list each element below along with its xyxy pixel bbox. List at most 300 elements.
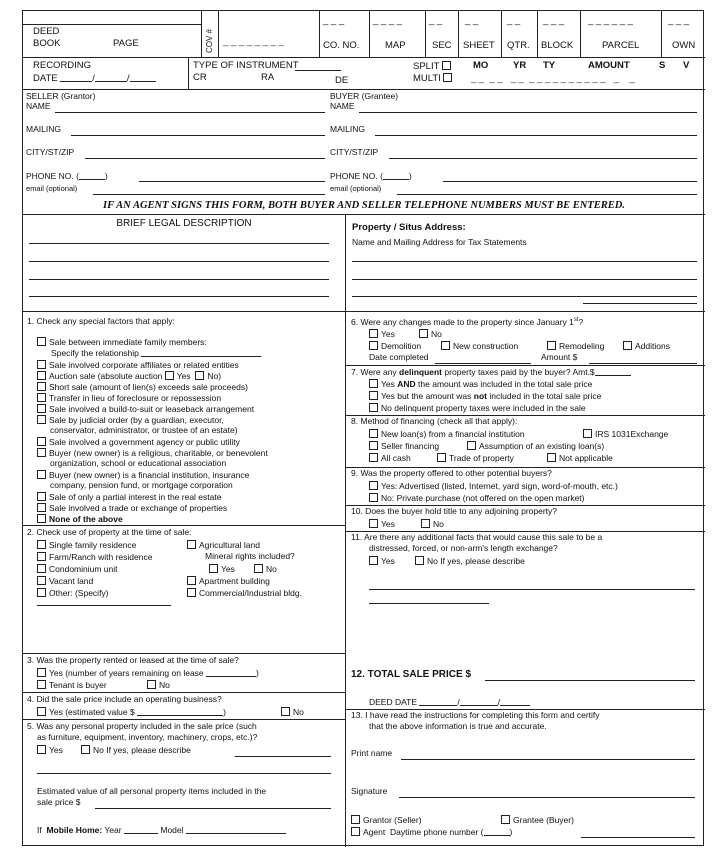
q3-title: 3. Was the property rented or leased at the time of sale? (27, 655, 239, 665)
q5-describe-field[interactable] (235, 756, 331, 757)
property-line[interactable] (352, 279, 697, 280)
mineral-no[interactable] (254, 564, 277, 575)
q1-label: Buyer (new owner) is a religious, charitable, or benevolent (49, 448, 268, 458)
q1-label: Sale by judicial order (by a guardian, executor, (49, 415, 224, 425)
q3-yes-label: Yes (number of years remaining on lease (49, 668, 204, 678)
q2-option[interactable] (187, 588, 302, 599)
q1-relationship-field[interactable] (141, 348, 261, 357)
col-parcel: PARCEL (602, 40, 640, 51)
q5-est-2: sale price $ (37, 797, 81, 807)
buyer-phone-field[interactable] (443, 181, 697, 182)
q2-option[interactable] (187, 576, 270, 587)
q2-option[interactable] (37, 588, 109, 599)
q3-years-field[interactable] (206, 668, 256, 677)
split-label: SPLIT (413, 61, 440, 72)
q3-yes[interactable] (37, 668, 259, 679)
q8-checkbox[interactable] (437, 453, 446, 462)
q7-label: included in the total sale price (489, 391, 602, 401)
total-sale-price-field[interactable] (485, 680, 695, 681)
q6-remodeling-label: Remodeling (559, 341, 605, 351)
q7-label-bold: not (473, 391, 488, 401)
q8-label: IRS 1031Exchange (595, 429, 669, 439)
q7-title-a: 7. Were any (351, 367, 397, 377)
block-blank[interactable]: _ _ _ (543, 15, 565, 26)
auction-no-label: No) (207, 371, 222, 381)
q1-label: Buyer (new owner) is a financial institution, insurance (49, 470, 250, 480)
q2-checkbox[interactable] (187, 588, 196, 597)
seller-email-label: email (optional) (26, 184, 78, 193)
q2-checkbox[interactable] (37, 552, 46, 561)
type-instrument-label: TYPE OF INSTRUMENT (193, 60, 299, 71)
q1-relationship-label: Specify the relationship (51, 348, 139, 358)
date-sep: / (126, 73, 130, 84)
q3-tenant-checkbox[interactable] (37, 680, 46, 689)
q8-label: All cash (381, 453, 411, 463)
q11-no[interactable] (415, 556, 525, 567)
mineral-no-checkbox[interactable] (254, 564, 263, 573)
q8-checkbox[interactable] (369, 441, 378, 450)
q6-yes-checkbox[interactable] (369, 329, 378, 338)
date-month-field[interactable] (60, 73, 92, 82)
buyer-city-field[interactable] (389, 158, 697, 159)
map-blank[interactable]: _ _ _ _ (373, 15, 403, 26)
seller-label: SELLER (Grantor) (26, 91, 96, 101)
q1-option[interactable] (37, 514, 123, 525)
q2-label: Commercial/Industrial bldg. (199, 588, 302, 598)
q10-no-checkbox[interactable] (421, 519, 430, 528)
q8-checkbox[interactable] (369, 453, 378, 462)
q9-title: 9. Was the property offered to other potential buyers? (351, 468, 552, 478)
q2-checkbox[interactable] (37, 588, 46, 597)
deed-date-year[interactable] (497, 697, 530, 707)
parcel-blank[interactable]: _ _ _ _ _ _ (588, 15, 633, 26)
buyer-phone (330, 171, 412, 182)
q4-yes-checkbox[interactable] (37, 707, 46, 716)
seller-mailing-field[interactable] (71, 135, 325, 136)
date-day-field[interactable] (95, 73, 127, 82)
q2-label: Vacant land (49, 576, 94, 586)
mineral-yes[interactable] (209, 564, 235, 575)
q7-checkbox[interactable] (369, 379, 378, 388)
q4-no-checkbox[interactable] (281, 707, 290, 716)
q7-label: the amount was included in the total sale price (418, 379, 593, 389)
q1-checkbox[interactable] (37, 514, 46, 523)
buyer-email-field[interactable] (397, 194, 697, 195)
q6-yes-label: Yes (381, 329, 395, 339)
q1-label: Sale involved a trade or exchange of properties (49, 503, 228, 513)
q1-option[interactable] (37, 503, 227, 514)
co-no-blank[interactable]: _ _ _ (323, 15, 345, 26)
legal-line[interactable] (29, 296, 329, 297)
q1-cont: company, pension fund, or mortgage corporation (50, 480, 233, 490)
q1-relationship (51, 348, 261, 359)
q1-checkbox[interactable] (37, 382, 46, 391)
q11-title: 11. Are there any additional facts that would cause this sale to be a (351, 532, 603, 542)
mobile-model-field[interactable] (186, 825, 286, 834)
q7-option[interactable] (369, 403, 586, 414)
q13-cont: that the above information is true and accurate. (369, 721, 547, 731)
qtr-blank[interactable]: _ _ (507, 15, 521, 26)
date-label: DATE (33, 73, 58, 84)
q10-no-label: No (433, 519, 444, 529)
mineral-rights-label: Mineral rights included? (205, 551, 295, 561)
q3-tenant-label: Tenant is buyer (49, 680, 107, 690)
grantor-option[interactable] (351, 815, 422, 826)
q8-label: Not applicable (559, 453, 613, 463)
q10-yes-label: Yes (381, 519, 395, 529)
q1-option[interactable] (37, 437, 240, 448)
q9-no[interactable] (369, 493, 585, 504)
q1-checkbox[interactable] (37, 415, 46, 424)
q7-title-b: delinquent (399, 367, 443, 377)
phone-label: PHONE NO. (26, 171, 74, 181)
q2-label: Apartment building (199, 576, 270, 586)
paren: ) (408, 171, 412, 181)
q4-title: 4. Did the sale price include an operating business? (27, 694, 222, 704)
q7-label: No delinquent property taxes were included in the sale (381, 403, 586, 413)
q4-yes-label: Yes (estimated value $ (49, 707, 135, 717)
q2-checkbox[interactable] (37, 564, 46, 573)
q6-additions-checkbox[interactable] (623, 341, 632, 350)
q6-new-constr-checkbox[interactable] (441, 341, 450, 350)
q3-tenant[interactable] (37, 680, 107, 691)
sec-blank[interactable]: _ _ (429, 15, 443, 26)
q1-checkbox[interactable] (37, 437, 46, 446)
col-map: MAP (385, 40, 406, 51)
q6-no-checkbox[interactable] (419, 329, 428, 338)
deed-date-month[interactable] (419, 697, 460, 707)
col-sheet: SHEET (463, 40, 495, 51)
q6-amount-label: Amount $ (541, 352, 578, 362)
legal-line[interactable] (29, 243, 329, 244)
q9-yes[interactable] (369, 481, 618, 492)
q10-title: 10. Does the buyer hold title to any adjoining property? (351, 506, 558, 516)
q11-no-label: No If yes, please describe (427, 556, 525, 566)
q1-option[interactable] (37, 382, 248, 393)
buyer-mailing-field[interactable] (375, 135, 697, 136)
q3-no[interactable] (147, 680, 170, 691)
mobile-year-field[interactable] (124, 825, 158, 834)
q6-no-label: No (431, 329, 442, 339)
q6-demolition[interactable] (369, 341, 421, 352)
q2-option[interactable] (37, 576, 93, 587)
sales-validation-form (22, 10, 704, 846)
q8-option[interactable] (369, 453, 411, 464)
grantor-label: Grantor (Seller) (363, 815, 422, 825)
q8-checkbox[interactable] (369, 429, 378, 438)
q6-qmark: ? (578, 316, 584, 327)
seller-phone (26, 171, 108, 182)
q8-label: Assumption of an existing loan(s) (479, 441, 605, 451)
code-yr: YR (513, 60, 527, 71)
multi-checkbox[interactable] (443, 73, 452, 82)
q8-option[interactable] (547, 453, 613, 464)
cr-label: CR (193, 72, 207, 83)
q7-label: Yes (381, 379, 395, 389)
seller-area-code-field[interactable] (79, 171, 105, 180)
q11-describe-line[interactable] (369, 603, 489, 604)
q1-label: Auction sale (absolute auction (49, 371, 163, 381)
q6-remodeling-checkbox[interactable] (547, 341, 556, 350)
buyer-label: BUYER (Grantee) (330, 91, 399, 101)
q1-option[interactable] (37, 492, 221, 503)
q5-yes-label: Yes (49, 745, 63, 755)
property-line[interactable] (352, 261, 697, 262)
q6-yes[interactable] (369, 329, 395, 340)
q8-checkbox[interactable] (583, 429, 592, 438)
q8-option[interactable] (369, 441, 439, 452)
q2-checkbox[interactable] (187, 576, 196, 585)
q6-title (351, 317, 583, 328)
q6-new-constr[interactable] (441, 341, 518, 352)
code-ty: TY (543, 60, 556, 71)
agent-label: Agent (363, 827, 386, 837)
legal-line[interactable] (29, 279, 329, 280)
q11-yes-label: Yes (381, 556, 395, 566)
q1-checkbox[interactable] (37, 404, 46, 413)
seller-name-field[interactable] (55, 112, 325, 113)
q7-title (351, 367, 631, 378)
q3-no-checkbox[interactable] (147, 680, 156, 689)
q1-label: Sale between immediate family members: (49, 337, 207, 347)
q5-yes-checkbox[interactable] (37, 745, 46, 754)
auction-yes-checkbox[interactable] (165, 371, 174, 380)
recording-date (33, 73, 156, 85)
q11-yes-checkbox[interactable] (369, 556, 378, 565)
q5-describe-line[interactable] (37, 773, 331, 774)
print-name-label: Print name (351, 748, 393, 758)
split-option[interactable] (413, 61, 454, 73)
q2-option[interactable] (37, 540, 136, 551)
grantor-checkbox[interactable] (351, 815, 360, 824)
mineral-yes-label: Yes (221, 564, 235, 574)
q1-checkbox[interactable] (37, 470, 46, 479)
q5-title: 5. Was any personal property included in the sale price (such (27, 721, 257, 731)
seller-name-label: NAME (26, 101, 51, 111)
mobile-if: If (37, 825, 42, 835)
q12-title: 12. TOTAL SALE PRICE $ (351, 669, 472, 680)
split-checkbox[interactable] (442, 61, 451, 70)
q6-additions[interactable] (623, 341, 670, 352)
q1-option[interactable] (37, 404, 254, 415)
q6-demolition-checkbox[interactable] (369, 341, 378, 350)
q8-option[interactable] (369, 429, 525, 440)
col-qtr: QTR. (507, 40, 530, 51)
q5-no[interactable] (81, 745, 191, 756)
grantee-label: Grantee (Buyer) (513, 815, 574, 825)
own-blank[interactable]: _ _ _ (668, 15, 690, 26)
q6-additions-label: Additions (635, 341, 670, 351)
q2-label: Other: (Specify) (49, 588, 109, 598)
q7-option[interactable] (369, 379, 592, 390)
q11-no-checkbox[interactable] (415, 556, 424, 565)
sheet-blank[interactable]: _ _ (465, 15, 479, 26)
code-v: V (683, 60, 690, 71)
recording-label: RECORDING (33, 60, 92, 71)
q3-no-label: No (159, 680, 170, 690)
q1-label: Transfer in lieu of foreclosure or repossession (49, 393, 222, 403)
q1-checkbox[interactable] (37, 448, 46, 457)
auction-no-checkbox[interactable] (195, 371, 204, 380)
q11-yes[interactable] (369, 556, 395, 567)
q1-title: 1. Check any special factors that apply: (27, 316, 175, 326)
q6-sup: st (573, 317, 579, 323)
cov-label: COV # (205, 28, 214, 53)
q2-label: Agricultural land (199, 540, 260, 550)
mobile-home (37, 825, 286, 836)
q2-option[interactable] (37, 552, 152, 563)
q6-demolition-label: Demolition (381, 341, 422, 351)
signature-field[interactable] (399, 797, 695, 798)
grantee-option[interactable] (501, 815, 574, 826)
buyer-city-label: CITY/ST/ZIP (330, 147, 379, 157)
date-sep: / (457, 697, 460, 707)
q6-no[interactable] (419, 329, 442, 340)
q7-checkbox[interactable] (369, 391, 378, 400)
q9-no-label: No: Private purchase (not offered on the open market) (381, 493, 585, 503)
q5-value-field[interactable] (95, 808, 331, 809)
q5-no-checkbox[interactable] (81, 745, 90, 754)
q6-date-completed-field[interactable] (435, 363, 531, 364)
q1-checkbox[interactable] (37, 492, 46, 501)
q1-checkbox[interactable] (37, 360, 46, 369)
q5-cont: as furniture, equipment, inventory, machinery, crops, etc.)? (37, 732, 258, 742)
q3-yes-checkbox[interactable] (37, 668, 46, 677)
paren: ) (104, 171, 108, 181)
legal-title: BRIEF LEGAL DESCRIPTION (116, 218, 252, 229)
multi-option[interactable] (413, 73, 455, 85)
q10-yes-checkbox[interactable] (369, 519, 378, 528)
property-line[interactable] (352, 296, 697, 297)
q9-no-checkbox[interactable] (369, 493, 378, 502)
q11-describe-line[interactable] (369, 589, 695, 590)
q4-no[interactable] (281, 707, 304, 718)
q7-option[interactable] (369, 391, 601, 402)
grantee-checkbox[interactable] (501, 815, 510, 824)
buyer-area-code-field[interactable] (383, 171, 409, 180)
q1-checkbox[interactable] (37, 393, 46, 402)
deed-date-label: DEED DATE (369, 697, 418, 707)
q6-title-text: 6. Were any changes made to the property since January 1 (351, 316, 574, 327)
seller-phone-field[interactable] (139, 181, 325, 182)
q8-option[interactable] (583, 429, 668, 440)
q4-no-label: No (293, 707, 304, 717)
q2-option[interactable] (37, 564, 118, 575)
print-name-field[interactable] (401, 759, 695, 760)
mobile-year-label: Year (104, 825, 122, 835)
col-co-no: CO. NO. (323, 40, 360, 51)
code-amount: AMOUNT (588, 60, 630, 71)
q9-yes-checkbox[interactable] (369, 481, 378, 490)
mobile-model-label: Model (160, 825, 184, 835)
buyer-mailing-label: MAILING (330, 124, 365, 134)
col-sec: SEC (432, 40, 452, 51)
agent-area-code-field[interactable] (484, 827, 510, 836)
q1-checkbox[interactable] (37, 337, 46, 346)
page-label: PAGE (113, 38, 139, 49)
paren: ) (223, 707, 226, 717)
book-label: BOOK (33, 38, 61, 49)
q5-yes[interactable] (37, 745, 63, 756)
agent-checkbox[interactable] (351, 827, 360, 836)
q2-label: Single family residence (49, 540, 137, 550)
q8-checkbox[interactable] (467, 441, 476, 450)
q7-label: Yes but the amount was (381, 391, 472, 401)
legal-line[interactable] (29, 261, 329, 262)
mineral-yes-checkbox[interactable] (209, 564, 218, 573)
mobile-home-label: Mobile Home: (46, 825, 103, 835)
q1-checkbox[interactable] (37, 503, 46, 512)
date-year-field[interactable] (130, 73, 156, 82)
q8-checkbox[interactable] (547, 453, 556, 462)
agent-notice: IF AN AGENT SIGNS THIS FORM, BOTH BUYER AND SELLER TELEPHONE NUMBERS MUST BE ENTERED. (103, 200, 625, 211)
property-title: Property / Situs Address: (352, 222, 466, 233)
q8-option[interactable] (437, 453, 514, 464)
q2-checkbox[interactable] (37, 540, 46, 549)
ra-label: RA (261, 72, 275, 83)
deed-date-day[interactable] (460, 697, 501, 707)
q8-title: 8. Method of financing (check all that apply): (351, 416, 518, 426)
q2-option[interactable] (187, 540, 260, 551)
q1-cont: organization, school or educational association (50, 458, 227, 468)
buyer-name-field[interactable] (359, 112, 697, 113)
agent-phone-field[interactable] (581, 837, 695, 838)
multi-label: MULTI (413, 73, 441, 84)
buyer-name-label: NAME (330, 101, 355, 111)
q4-value-field[interactable] (137, 707, 223, 716)
code-blanks[interactable]: _ _ _ _ _ _ _ _ _ _ _ _ _ _ _ _ _ _ (471, 73, 635, 84)
property-mailing-label: Name and Mailing Address for Tax Statements (352, 237, 527, 247)
q8-label: Trade of property (449, 453, 514, 463)
q8-label: Seller financing (381, 441, 440, 451)
q1-label: Sale involved a government agency or public utility (49, 437, 240, 447)
seller-city-label: CITY/ST/ZIP (26, 147, 75, 157)
q2-checkbox[interactable] (37, 576, 46, 585)
paren: ) (256, 668, 259, 678)
q1-option[interactable] (37, 393, 221, 404)
q1-label: Short sale (amount of lien(s) exceeds sale proceeds) (49, 382, 248, 392)
q13-title: 13. I have read the instructions for completing this form and certify (351, 710, 600, 720)
q2-checkbox[interactable] (187, 540, 196, 549)
q1-checkbox[interactable] (37, 371, 46, 380)
paren: ) (509, 827, 513, 837)
agent-option[interactable] (351, 827, 512, 838)
q9-yes-label: Yes: Advertised (listed, Internet, yard sign, word-of-mouth, etc.) (381, 481, 618, 491)
q4-yes[interactable] (37, 707, 226, 718)
q6-amount-field[interactable] (589, 363, 697, 364)
q10-yes[interactable] (369, 519, 395, 530)
seller-email-field[interactable] (93, 194, 325, 195)
agent-phone-label: Daytime phone number ( (389, 827, 484, 837)
q1-option[interactable] (37, 360, 239, 371)
q10-no[interactable] (421, 519, 444, 530)
code-mo: MO (473, 60, 489, 71)
q7-checkbox[interactable] (369, 403, 378, 412)
q11-cont: distressed, forced, or non-arm's length exchange? (369, 543, 558, 553)
q8-option[interactable] (467, 441, 604, 452)
q7-amount-field[interactable] (595, 367, 631, 376)
q2-title: 2. Check use of property at the time of sale: (27, 527, 192, 537)
type-instrument-field[interactable] (295, 62, 341, 71)
seller-city-field[interactable] (85, 158, 325, 159)
q1-option[interactable] (37, 371, 221, 382)
q6-new-constr-label: New construction (453, 341, 519, 351)
q6-remodeling[interactable] (547, 341, 604, 352)
date-sep: / (92, 73, 95, 84)
q1-option[interactable] (37, 337, 207, 348)
cov-blank[interactable]: _ _ _ _ _ _ _ _ (223, 36, 284, 47)
q2-other-field[interactable] (37, 605, 171, 606)
